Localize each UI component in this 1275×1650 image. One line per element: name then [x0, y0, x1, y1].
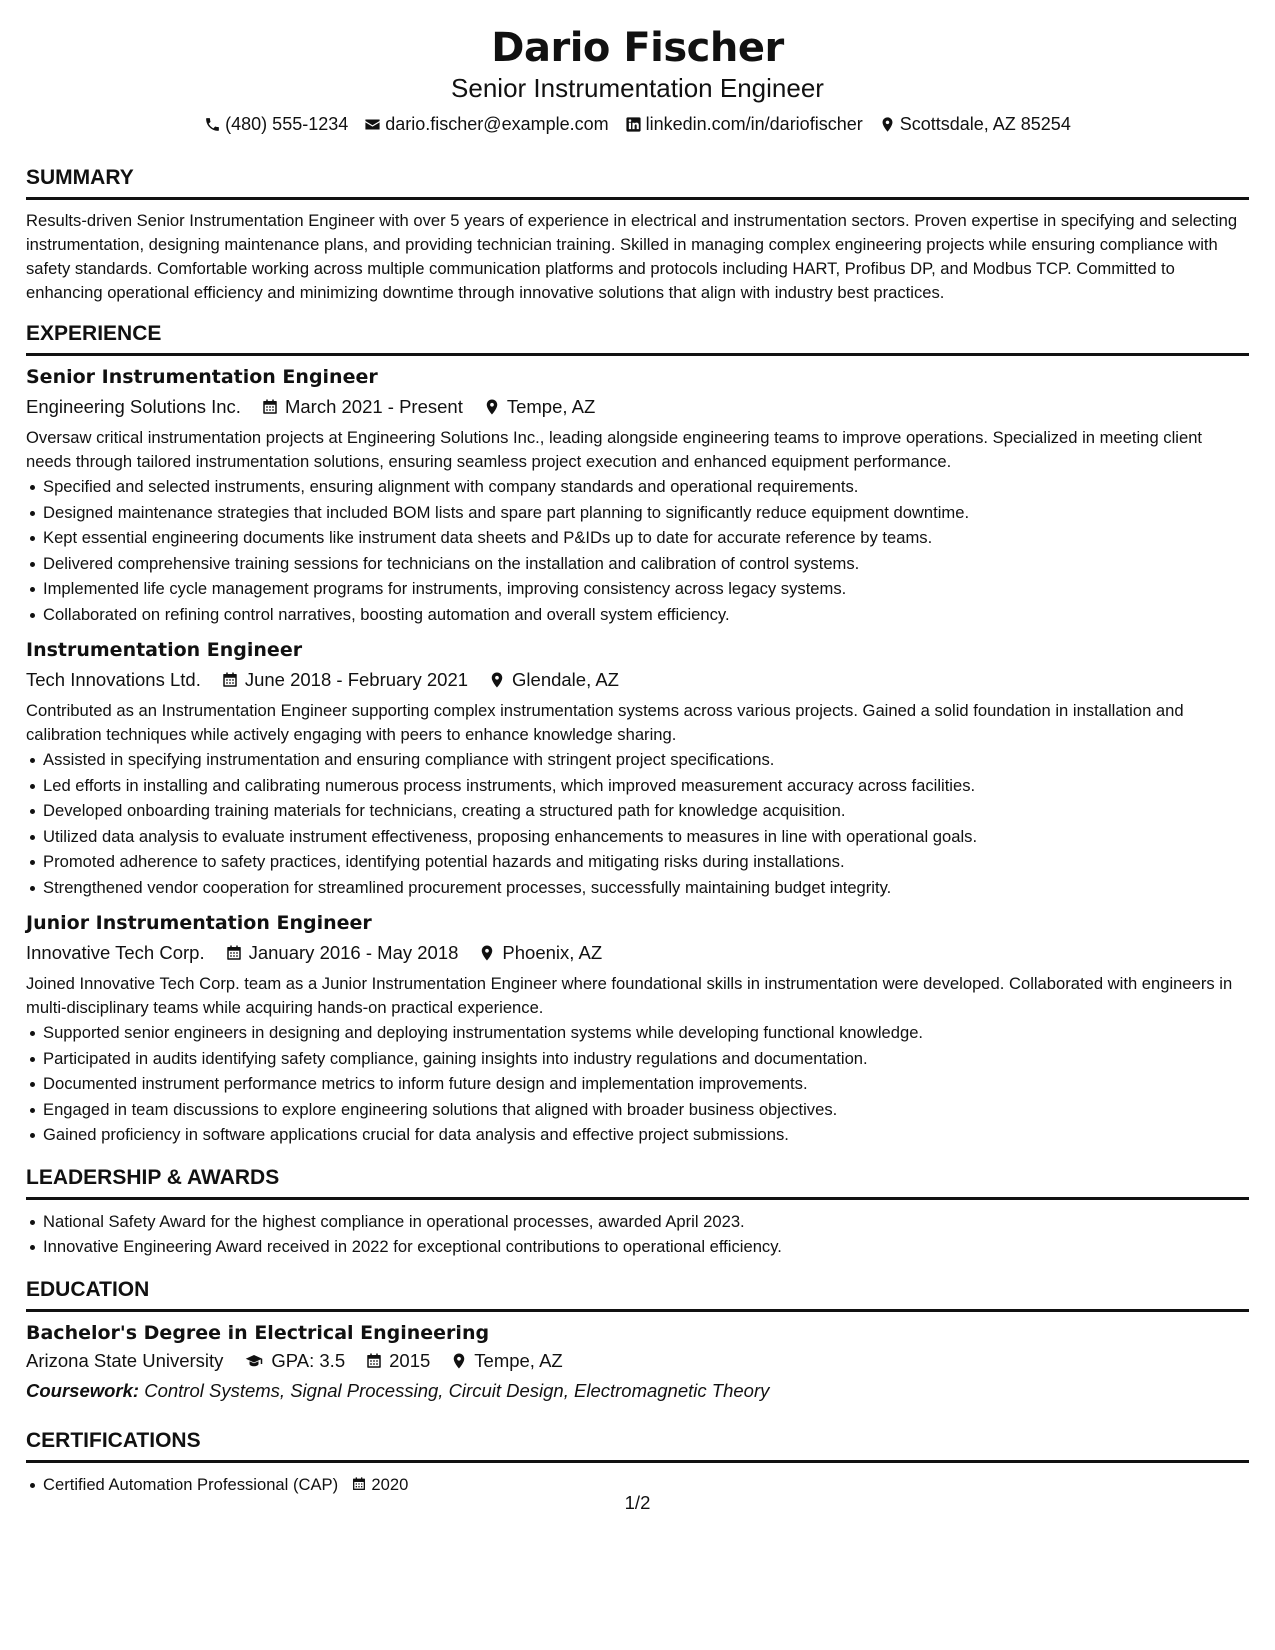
- job-description: Joined Innovative Tech Corp. team as a Junior Instrumentation Engineer where foundational skills in instrumentation were developed. Collaborated with engineers in multi-disciplinary teams while acquiring hands-on practical experience.: [26, 974, 1233, 1017]
- list-item: National Safety Award for the highest compliance in operational processes, awarded April 2023.: [26, 1209, 1249, 1235]
- list-item: Delivered comprehensive training sessions for technicians on the installation and calibration of control systems.: [26, 551, 1249, 577]
- summary-heading: SUMMARY: [26, 166, 134, 189]
- job-entry: [26, 365, 1249, 627]
- section-divider: [26, 197, 1249, 200]
- job-description: Contributed as an Instrumentation Engineer supporting complex instrumentation systems across various projects. Gained a solid foundation in installation and calibration techniques while actively engaging with peers to enhance knowledge sharing.: [26, 701, 1184, 744]
- linkedin-text: linkedin.com/in/dariofischer: [645, 114, 863, 134]
- list-item: Developed onboarding training materials for technicians, creating a structured path for knowledge acquisition.: [26, 798, 1249, 824]
- job-description: Oversaw critical instrumentation projects at Engineering Solutions Inc., leading alongside engineering teams to improve operations. Specialized in meeting client needs through tailored instrumentation solutions, ensuring seamless project execution and enhanced equipment performance.: [26, 428, 1203, 471]
- education-heading: EDUCATION: [26, 1277, 150, 1301]
- job-bullets: [26, 1020, 1249, 1148]
- job-entry: [26, 638, 1249, 900]
- certifications-section: [26, 1428, 1249, 1498]
- company-name: Engineering Solutions Inc.: [26, 396, 241, 417]
- calendar-icon: [225, 944, 243, 962]
- job-dates: January 2016 - May 2018: [248, 942, 459, 963]
- list-item: Participated in audits identifying safety compliance, gaining insights into industry regulations and documentation.: [26, 1046, 1249, 1072]
- candidate-name: Dario Fischer: [491, 25, 784, 71]
- map-pin-icon: [450, 1352, 468, 1370]
- job-location: Glendale, AZ: [512, 669, 619, 690]
- list-item: Innovative Engineering Award received in 2022 for exceptional contributions to operational efficiency.: [26, 1234, 1249, 1260]
- job-bullets: [26, 747, 1249, 900]
- job-title: Senior Instrumentation Engineer: [26, 366, 378, 388]
- school-name: Arizona State University: [26, 1349, 224, 1371]
- awards-heading: LEADERSHIP & AWARDS: [26, 1165, 280, 1189]
- resume-page: [26, 0, 1249, 1497]
- list-item: Utilized data analysis to evaluate instrument effectiveness, proposing enhancements to measures in line with operational goals.: [26, 824, 1249, 850]
- job-meta: [26, 667, 1249, 693]
- coursework-text: Control Systems, Signal Processing, Circuit Design, Electromagnetic Theory: [144, 1379, 770, 1401]
- company-name: Innovative Tech Corp.: [26, 942, 205, 963]
- experience-heading: EXPERIENCE: [26, 322, 162, 345]
- list-item: Collaborated on refining control narratives, boosting automation and overall system efficiency.: [26, 602, 1249, 628]
- awards-section: [26, 1165, 1249, 1260]
- location-text: Scottsdale, AZ 85254: [899, 114, 1071, 134]
- list-item: Designed maintenance strategies that included BOM lists and spare part planning to significantly reduce equipment downtime.: [26, 500, 1249, 526]
- phone-icon: [204, 116, 221, 133]
- list-item: Specified and selected instruments, ensuring alignment with company standards and operational requirements.: [26, 474, 1249, 500]
- experience-section: [26, 321, 1249, 1148]
- certification-year: 2020: [371, 1474, 409, 1494]
- certifications-heading: CERTIFICATIONS: [26, 1428, 201, 1452]
- map-pin-icon: [483, 398, 501, 416]
- section-divider: [26, 353, 1249, 356]
- job-location: Tempe, AZ: [506, 396, 596, 417]
- phone-text: (480) 555-1234: [225, 114, 349, 134]
- job-location: Phoenix, AZ: [502, 942, 603, 963]
- job-bullets: [26, 474, 1249, 627]
- resume-header: [26, 0, 1249, 136]
- calendar-icon: [261, 398, 279, 416]
- job-entry: [26, 911, 1249, 1148]
- calendar-icon: [365, 1352, 383, 1370]
- map-pin-icon: [879, 116, 896, 133]
- contact-phone[interactable]: [204, 112, 348, 136]
- job-dates: March 2021 - Present: [284, 396, 463, 417]
- coursework-line: [26, 1378, 1249, 1404]
- list-item: Assisted in specifying instrumentation and ensuring compliance with stringent project specifications.: [26, 747, 1249, 773]
- job-title: Junior Instrumentation Engineer: [26, 912, 372, 934]
- coursework-label: Coursework:: [26, 1379, 140, 1401]
- degree-title: Bachelor's Degree in Electrical Engineering: [26, 1321, 490, 1344]
- section-divider: [26, 1197, 1249, 1200]
- map-pin-icon: [488, 671, 506, 689]
- contact-email[interactable]: [364, 112, 608, 136]
- job-meta: [26, 940, 1249, 966]
- job-title: Instrumentation Engineer: [26, 639, 303, 661]
- gpa-text: GPA: 3.5: [271, 1349, 346, 1371]
- graduation-cap-icon: [243, 1352, 265, 1370]
- contact-row: [26, 112, 1249, 136]
- list-item: Supported senior engineers in designing and deploying instrumentation systems while developing functional knowledge.: [26, 1020, 1249, 1046]
- list-item: Implemented life cycle management programs for instruments, improving consistency across legacy systems.: [26, 576, 1249, 602]
- list-item: Promoted adherence to safety practices, identifying potential hazards and mitigating risks during installations.: [26, 849, 1249, 875]
- job-dates: June 2018 - February 2021: [244, 669, 469, 690]
- candidate-role: Senior Instrumentation Engineer: [451, 73, 824, 103]
- email-text: dario.fischer@example.com: [385, 114, 609, 134]
- certification-name: Certified Automation Professional (CAP): [43, 1474, 339, 1494]
- page-number: 1/2: [624, 1492, 651, 1513]
- calendar-icon: [351, 1476, 367, 1492]
- company-name: Tech Innovations Ltd.: [26, 669, 201, 690]
- linkedin-icon: [625, 116, 642, 133]
- graduation-year: 2015: [389, 1349, 431, 1371]
- section-divider: [26, 1309, 1249, 1312]
- section-divider: [26, 1460, 1249, 1463]
- education-location: Tempe, AZ: [474, 1349, 563, 1371]
- list-item: Documented instrument performance metrics to inform future design and implementation improvements.: [26, 1071, 1249, 1097]
- calendar-icon: [221, 671, 239, 689]
- list-item: Kept essential engineering documents like instrument data sheets and P&IDs up to date for accurate reference by teams.: [26, 525, 1249, 551]
- map-pin-icon: [478, 944, 496, 962]
- summary-text: Results-driven Senior Instrumentation Engineer with over 5 years of experience in electrical and instrumentation sectors. Proven expertise in specifying and selecting instrumentation, designing maintenance plans, and providing technician training. Skilled in managing complex engineering projects while ensuring compliance with safety standards. Comfortable working across multiple communication platforms and protocols including HART, Profibus DP, and Modbus TCP. Committed to enhancing operational efficiency and minimizing downtime through innovative solutions that align with industry best practices.: [26, 211, 1238, 302]
- job-meta: [26, 394, 1249, 420]
- envelope-icon: [364, 116, 381, 133]
- list-item: Engaged in team discussions to explore engineering solutions that aligned with broader business objectives.: [26, 1097, 1249, 1123]
- summary-section: [26, 165, 1249, 305]
- list-item: Strengthened vendor cooperation for streamlined procurement processes, successfully maintaining budget integrity.: [26, 875, 1249, 901]
- contact-linkedin[interactable]: [625, 112, 863, 136]
- awards-list: [26, 1209, 1249, 1260]
- education-section: [26, 1277, 1249, 1404]
- list-item: Gained proficiency in software applications crucial for data analysis and effective project submissions.: [26, 1122, 1249, 1148]
- education-meta: [26, 1348, 1249, 1374]
- list-item: Led efforts in installing and calibrating numerous process instruments, which improved measurement accuracy across facilities.: [26, 773, 1249, 799]
- contact-location: [879, 112, 1071, 136]
